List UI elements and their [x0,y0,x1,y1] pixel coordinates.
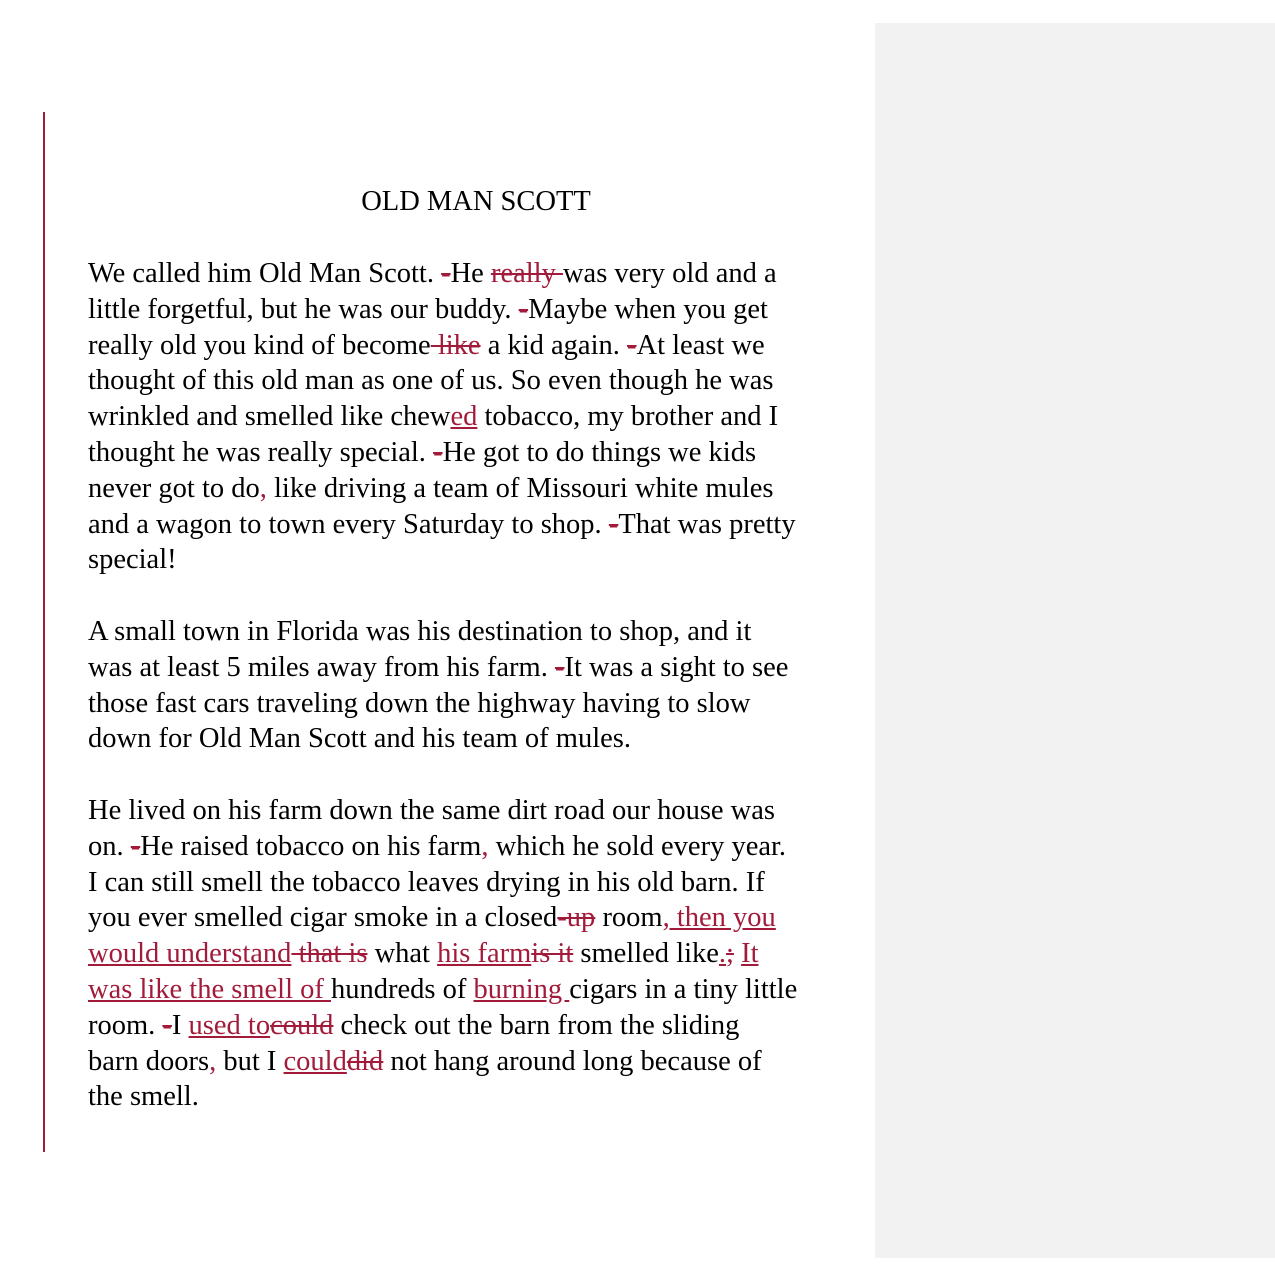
text-line [88,900,878,936]
text-line [88,614,878,650]
inserted-text: was like the smell of [88,973,331,1005]
text-line [88,1008,878,1044]
text-run: special! [88,544,177,576]
text-run: never got to do [88,472,260,504]
text-run: really old you kind of become [88,329,431,361]
text-run: was very old and a [562,258,777,289]
text-run: smelled like [573,938,719,970]
deleted-text: could [270,1009,334,1041]
text-run: A small town in Florida was his destination to shop, and it [88,616,752,647]
text-run: hundreds of [331,973,474,1005]
paragraph [88,614,878,757]
text-line [88,1079,878,1115]
inserted-text: ed [450,401,478,433]
text-line [88,972,878,1008]
text-run: was at least 5 miles away from his farm. [88,651,555,683]
inserted-text: , then you [662,902,776,934]
text-run: the smell. [88,1081,199,1113]
text-run: not hang around long because of [383,1045,762,1077]
inserted-text: could [283,1045,347,1077]
text-run: We called him Old Man Scott. [88,258,442,289]
text-line [88,363,878,399]
text-run: It was a sight to see [564,651,789,683]
text-line [88,542,878,578]
text-run: He [450,258,491,289]
inserted-text: burning [473,973,570,1005]
text-run: I [171,1009,189,1041]
text-run: I can still smell the tobacco leaves drying in his old barn. If [88,866,765,898]
inserted-text: . [718,938,727,970]
inserted-text: used to [188,1009,271,1041]
text-line [88,1044,878,1080]
text-line [88,435,878,471]
deleted-text: - [608,508,619,540]
text-run: He lived on his farm down the same dirt road our house was [88,795,776,826]
text-run: He raised tobacco on his farm [140,830,482,862]
text-line [88,865,878,901]
comment-pane [875,23,1275,1258]
text-line [88,328,878,364]
text-run: on. [88,830,131,862]
text-run: Maybe when you get [528,293,768,325]
text-run: thought of this old man as one of us. So even though he was [88,365,774,397]
deleted-text: - [627,329,637,361]
text-run: room. [88,1009,163,1041]
paragraph [88,256,878,578]
text-run [734,938,741,969]
text-line [88,507,878,543]
deleted-text: -up [557,902,596,934]
text-run: a kid again. [480,329,627,361]
deleted-text: - [162,1009,172,1041]
text-line [88,650,878,686]
deleted-text: really [490,258,563,289]
text-run: down for Old Man Scott and his team of mules. [88,723,632,755]
deleted-text: did [346,1045,384,1077]
text-run: you ever smelled cigar smoke in a closed [88,902,558,934]
text-run: At least we [636,329,765,361]
text-run: those fast cars traveling down the highway having to slow [88,687,751,719]
document-title: OLD MAN SCOTT [361,186,591,217]
text-run: That was pretty [618,508,796,540]
inserted-text: , [481,830,489,862]
change-bar [43,112,45,1152]
inserted-text: , [259,472,267,504]
deleted-text: ; [726,938,734,970]
text-line [88,721,878,757]
deleted-text: - [518,293,529,325]
inserted-text: It [741,938,759,970]
text-run: what [367,938,438,970]
text-run: which he sold every year. [488,830,787,862]
deleted-text: - [554,651,565,683]
text-line [88,829,878,865]
text-run: check out the barn from the sliding [333,1009,740,1041]
text-line [88,471,878,507]
deleted-text: - [130,830,141,862]
deleted-text: is it [531,938,574,970]
text-run: wrinkled and smelled like chew [88,401,451,433]
text-run: barn doors [88,1045,210,1077]
text-line [88,793,878,829]
inserted-text: , [209,1045,217,1077]
text-line [88,936,878,972]
text-run: tobacco, my brother and I [477,401,779,433]
deleted-text: - [441,258,451,289]
text-run: but I [216,1045,284,1077]
text-run: and a wagon to town every Saturday to shop. [88,508,609,540]
text-run: cigars in a tiny little [569,973,798,1005]
deleted-text: that is [291,938,368,970]
text-line [88,256,878,292]
text-run: like driving a team of Missouri white mules [266,472,774,504]
text-run: little forgetful, but he was our buddy. [88,293,519,325]
text-line [88,686,878,722]
text-run: He got to do things we kids [442,436,757,468]
text-line [88,399,878,435]
inserted-text: his farm [437,938,532,970]
paragraph [88,793,878,1115]
text-run: thought he was really special. [88,436,434,468]
inserted-text: would understand [88,938,292,970]
text-run: room [595,902,663,934]
deleted-text: like [430,329,481,361]
text-line [88,292,878,328]
deleted-text: - [433,436,443,468]
